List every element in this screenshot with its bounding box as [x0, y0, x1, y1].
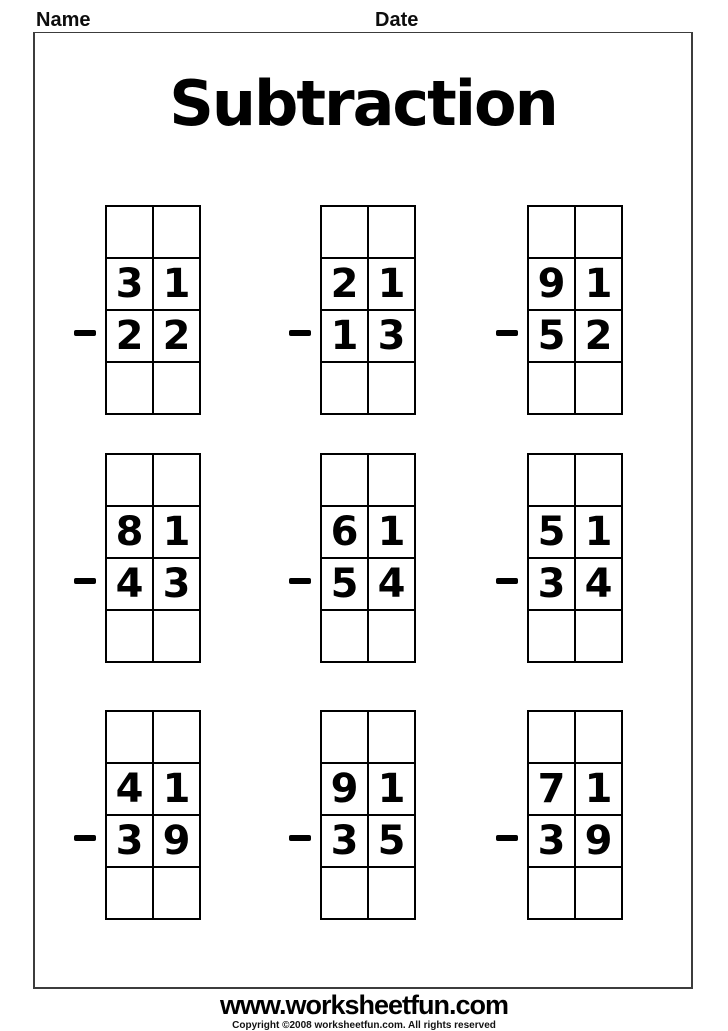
answer-cell-tens[interactable]: [321, 867, 368, 919]
regroup-cell-tens[interactable]: [106, 206, 153, 258]
footer: [0, 991, 728, 1031]
digit-grid: [105, 710, 201, 920]
answer-cell-ones[interactable]: [368, 867, 415, 919]
minus-sign-icon: [496, 330, 518, 336]
regroup-cell-ones[interactable]: [368, 711, 415, 763]
regroup-cell-tens[interactable]: [321, 711, 368, 763]
minus-sign-icon: [496, 578, 518, 584]
regroup-cell-ones[interactable]: [368, 206, 415, 258]
answer-cell-ones[interactable]: [575, 867, 622, 919]
regroup-cell-tens[interactable]: [528, 711, 575, 763]
minuend-tens: 9: [321, 763, 368, 815]
minus-sign-icon: [289, 578, 311, 584]
answer-cell-tens[interactable]: [321, 610, 368, 662]
minus-sign-icon: [289, 835, 311, 841]
subtrahend-tens: 5: [321, 558, 368, 610]
minuend-tens: 7: [528, 763, 575, 815]
regroup-cell-tens[interactable]: [106, 454, 153, 506]
subtraction-problem: [105, 453, 201, 663]
minuend-tens: 5: [528, 506, 575, 558]
regroup-cell-ones[interactable]: [575, 711, 622, 763]
minuend-ones: 1: [153, 258, 200, 310]
minus-sign-icon: [74, 835, 96, 841]
minuend-tens: 3: [106, 258, 153, 310]
regroup-cell-ones[interactable]: [153, 711, 200, 763]
answer-cell-ones[interactable]: [368, 362, 415, 414]
regroup-cell-ones[interactable]: [575, 206, 622, 258]
minus-sign-icon: [74, 578, 96, 584]
minuend-tens: 8: [106, 506, 153, 558]
digit-grid: [320, 453, 416, 663]
subtraction-problem: [320, 453, 416, 663]
digit-grid: [527, 710, 623, 920]
subtraction-problem: [105, 205, 201, 415]
minus-sign-icon: [289, 330, 311, 336]
minuend-tens: 4: [106, 763, 153, 815]
minuend-tens: 6: [321, 506, 368, 558]
minuend-tens: 2: [321, 258, 368, 310]
regroup-cell-ones[interactable]: [368, 454, 415, 506]
worksheet-title: Subtraction: [169, 67, 557, 140]
minuend-ones: 1: [575, 506, 622, 558]
subtrahend-tens: 3: [106, 815, 153, 867]
answer-cell-tens[interactable]: [106, 867, 153, 919]
regroup-cell-tens[interactable]: [528, 206, 575, 258]
answer-cell-tens[interactable]: [528, 867, 575, 919]
answer-cell-tens[interactable]: [528, 362, 575, 414]
answer-cell-tens[interactable]: [321, 362, 368, 414]
subtrahend-tens: 5: [528, 310, 575, 362]
subtrahend-tens: 2: [106, 310, 153, 362]
digit-grid: [527, 205, 623, 415]
minus-sign-icon: [74, 330, 96, 336]
answer-cell-ones[interactable]: [575, 610, 622, 662]
subtraction-problem: [320, 710, 416, 920]
date-label: Date: [375, 9, 419, 31]
answer-cell-tens[interactable]: [106, 610, 153, 662]
subtraction-problem: [527, 205, 623, 415]
subtrahend-tens: 3: [528, 815, 575, 867]
regroup-cell-tens[interactable]: [321, 454, 368, 506]
subtrahend-ones: 5: [368, 815, 415, 867]
digit-grid: [527, 453, 623, 663]
subtrahend-ones: 3: [368, 310, 415, 362]
minuend-ones: 1: [368, 506, 415, 558]
worksheet-border-box: [33, 32, 693, 989]
answer-cell-ones[interactable]: [368, 610, 415, 662]
copyright-notice: Copyright ©2008 worksheetfun.com. All rights reserved: [232, 1020, 496, 1031]
regroup-cell-ones[interactable]: [153, 454, 200, 506]
subtrahend-ones: 2: [575, 310, 622, 362]
regroup-cell-ones[interactable]: [153, 206, 200, 258]
regroup-cell-tens[interactable]: [321, 206, 368, 258]
subtrahend-tens: 3: [528, 558, 575, 610]
answer-cell-tens[interactable]: [528, 610, 575, 662]
minuend-ones: 1: [575, 258, 622, 310]
minuend-ones: 1: [368, 763, 415, 815]
answer-cell-tens[interactable]: [106, 362, 153, 414]
minus-sign-icon: [496, 835, 518, 841]
subtraction-problem: [105, 710, 201, 920]
subtrahend-tens: 1: [321, 310, 368, 362]
digit-grid: [320, 205, 416, 415]
answer-cell-ones[interactable]: [153, 610, 200, 662]
subtrahend-ones: 4: [368, 558, 415, 610]
answer-cell-ones[interactable]: [153, 867, 200, 919]
minuend-ones: 1: [153, 506, 200, 558]
answer-cell-ones[interactable]: [575, 362, 622, 414]
subtrahend-ones: 3: [153, 558, 200, 610]
subtraction-problem: [320, 205, 416, 415]
regroup-cell-ones[interactable]: [575, 454, 622, 506]
subtrahend-tens: 4: [106, 558, 153, 610]
website-url: www.worksheetfun.com: [219, 990, 509, 1020]
subtraction-problem: [527, 710, 623, 920]
regroup-cell-tens[interactable]: [528, 454, 575, 506]
subtrahend-ones: 4: [575, 558, 622, 610]
minuend-ones: 1: [368, 258, 415, 310]
regroup-cell-tens[interactable]: [106, 711, 153, 763]
subtrahend-tens: 3: [321, 815, 368, 867]
subtrahend-ones: 9: [575, 815, 622, 867]
digit-grid: [320, 710, 416, 920]
answer-cell-ones[interactable]: [153, 362, 200, 414]
minuend-tens: 9: [528, 258, 575, 310]
subtrahend-ones: 2: [153, 310, 200, 362]
minuend-ones: 1: [575, 763, 622, 815]
minuend-ones: 1: [153, 763, 200, 815]
subtrahend-ones: 9: [153, 815, 200, 867]
subtraction-problem: [527, 453, 623, 663]
digit-grid: [105, 453, 201, 663]
name-label: Name: [36, 9, 91, 31]
digit-grid: [105, 205, 201, 415]
